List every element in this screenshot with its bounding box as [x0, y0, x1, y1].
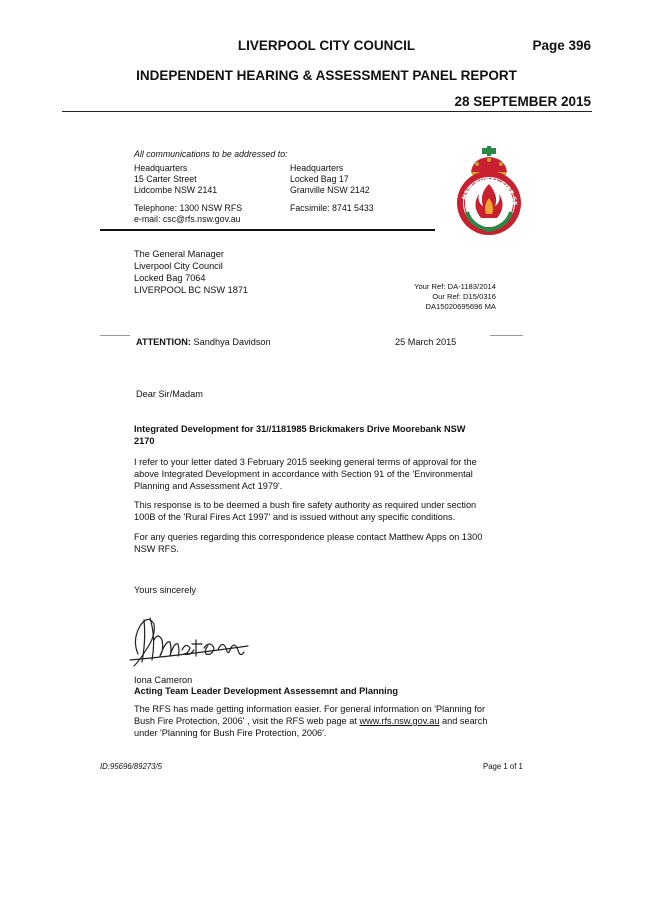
header-divider: [62, 111, 592, 112]
doc-ref: DA15020695696 MA: [425, 302, 496, 311]
divider-right: [490, 335, 523, 336]
headquarters-address-1: [134, 163, 217, 196]
report-date: 28 SEPTEMBER 2015: [454, 94, 591, 109]
hq1-line: Headquarters: [134, 163, 188, 173]
your-ref: Your Ref: DA-1183/2014: [414, 282, 496, 291]
rfs-website-link[interactable]: www.rfs.nsw.gov.au: [359, 715, 440, 726]
email: e-mail: csc@rfs.nsw.gov.au: [134, 214, 241, 224]
rfs-crest-icon: [449, 146, 529, 238]
letterhead-divider: [100, 229, 435, 231]
paragraph: I refer to your letter dated 3 February 2015 seeking general terms of approval for the above Integrated Development in accordance with Section 91 of the 'Environmental Planning and Assessment Act 1979'.: [134, 457, 477, 491]
report-title: INDEPENDENT HEARING & ASSESSMENT PANEL REPORT: [136, 68, 517, 83]
divider-left: [100, 335, 130, 336]
paragraph: This response is to be deemed a bush fire safety authority as required under section 100B of the 'Rural Fires Act 1997' and is issued without any specific conditions.: [134, 500, 477, 522]
subject-line: Integrated Development for 31//1181985 Brickmakers Drive Moorebank NSW 2170: [134, 424, 466, 446]
paragraph: For any queries regarding this correspondence please contact Matthew Apps on 1300 NSW RFS.: [134, 532, 483, 554]
page-number: Page 396: [532, 38, 591, 53]
closing: Yours sincerely: [134, 585, 196, 595]
hq2-line: Granville NSW 2142: [290, 185, 370, 195]
letter-date: 25 March 2015: [395, 337, 457, 347]
addressee-block: [134, 248, 248, 296]
salutation: Dear Sir/Madam: [136, 389, 203, 399]
handwritten-signature: [126, 610, 256, 672]
contact-details: [134, 203, 242, 225]
council-name: LIVERPOOL CITY COUNCIL: [237, 38, 416, 53]
info-text: The RFS has made getting information easier. For general information on 'Planning for Bush Fire Protection, 2006' , visit the RFS web page at: [134, 704, 486, 726]
telephone: Telephone: 1300 NSW RFS: [134, 203, 243, 213]
svg-text:NSW RURAL FIRE SERVICE: NSW RURAL FIRE SE: [460, 176, 519, 206]
signatory-title: Acting Team Leader Development Assessemnt and Planning: [134, 686, 398, 696]
attention-line: [136, 337, 271, 347]
facsimile: Facsimile: 8741 5433: [290, 203, 374, 213]
document-id: ID:95696/89273/5: [100, 762, 162, 771]
attention-label: ATTENTION:: [136, 337, 191, 347]
communications-note: All communications to be addressed to:: [134, 149, 288, 159]
headquarters-address-2: [290, 163, 370, 196]
attention-name: Sandhya Davidson: [193, 337, 271, 347]
info-text: and search under 'Planning for Bush Fire Protection, 2006'.: [134, 715, 488, 738]
our-ref: Our Ref: D15/0316: [432, 292, 496, 301]
signatory-name: Iona Cameron: [134, 675, 193, 685]
addressee-line: Locked Bag 7064: [134, 273, 206, 283]
hq2-line: Locked Bag 17: [290, 174, 349, 184]
info-paragraph: [134, 704, 496, 739]
addressee-line: Liverpool City Council: [134, 261, 223, 271]
reference-block: [392, 282, 496, 312]
addressee-line: The General Manager: [134, 249, 224, 259]
hq2-line: Headquarters: [290, 163, 344, 173]
addressee-line: LIVERPOOL BC NSW 1871: [134, 285, 249, 295]
hq1-line: Lidcombe NSW 2141: [134, 185, 218, 195]
hq1-line: 15 Carter Street: [134, 174, 197, 184]
page-of: Page 1 of 1: [483, 762, 523, 771]
